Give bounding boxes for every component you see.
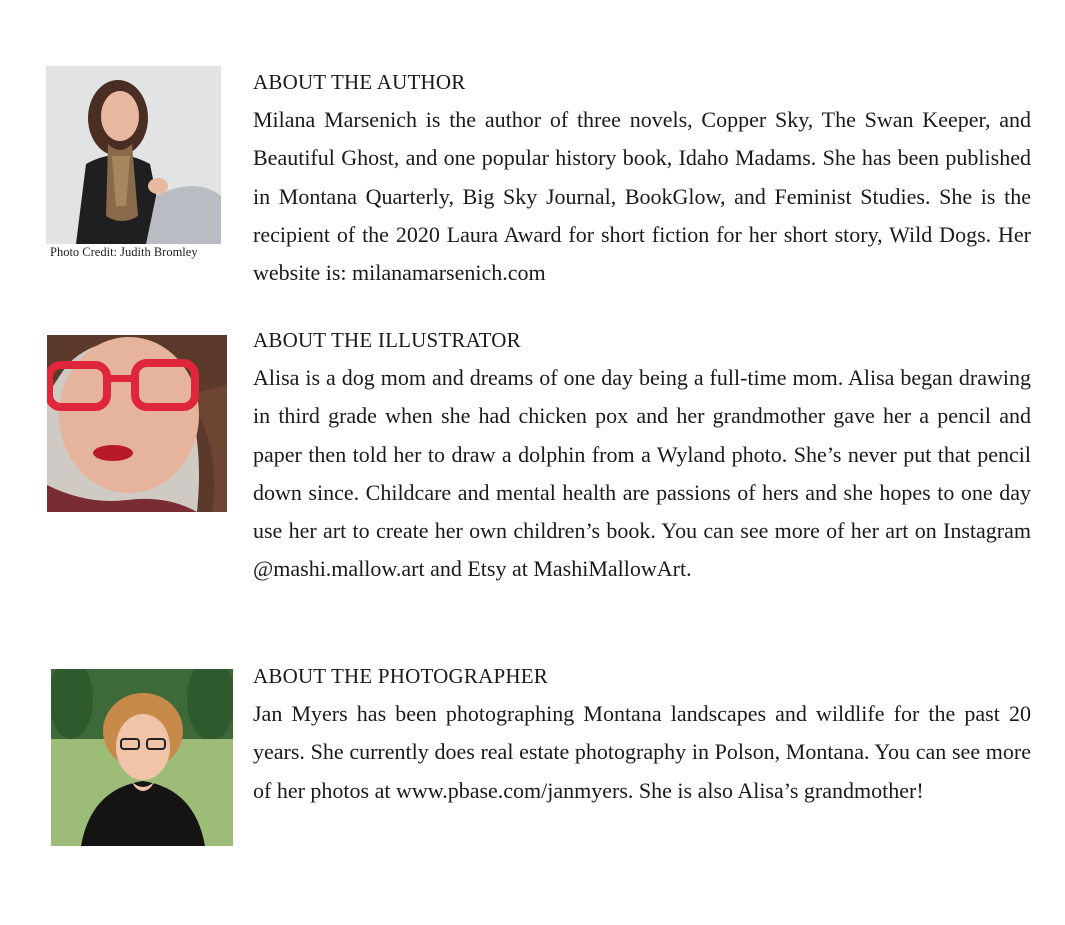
illustrator-heading: ABOUT THE ILLUSTRATOR [253, 328, 521, 352]
photo-credit: Photo Credit: Judith Bromley [50, 245, 198, 259]
photographer-heading: ABOUT THE PHOTOGRAPHER [253, 664, 548, 688]
photographer-bio: Jan Myers has been photographing Montana landscapes and wildlife for the past 20 years. She currently does real estate photography in Polson, Montana. You can see more of her photos at www.pbase.com/janmyers. She is also Alisa’s grandmother! [253, 701, 1031, 803]
author-bio: Milana Marsenich is the author of three novels, Copper Sky, The Swan Keeper, and Beautiful Ghost, and one popular history book, Idaho Madams. She has been published in Montana Quarterly, Big Sky Journal, BookGlow, and Feminist Studies. She is the recipient of the 2020 Laura Award for short fiction for her short story, Wild Dogs. Her website is: milanamarsenich.com [253, 107, 1031, 286]
illustrator-photo [47, 335, 227, 512]
illustrator-bio: Alisa is a dog mom and dreams of one day being a full-time mom. Alisa began drawing in third grade when she had chicken pox and her grandmother gave her a pencil and paper then told her to draw a dolphin from a Wyland photo. She’s never put that pencil down since. Childcare and mental health are passions of hers and she hopes to one day use her art to create her own children’s book. You can see more of her art on Instagram @mashi.mallow.art and Etsy at MashiMallowArt. [253, 365, 1031, 582]
photographer-photo [51, 669, 233, 846]
author-photo [46, 66, 221, 244]
author-heading: ABOUT THE AUTHOR [253, 70, 466, 94]
